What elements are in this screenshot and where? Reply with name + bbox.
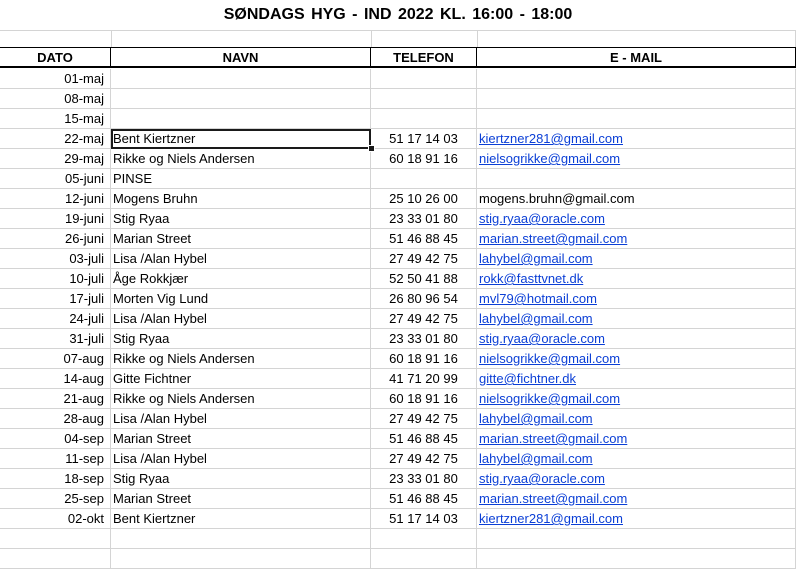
cell-email[interactable]: kiertzner281@gmail.com xyxy=(477,129,796,149)
table-row xyxy=(0,129,796,149)
blank-cell[interactable] xyxy=(0,30,112,47)
cell-email[interactable]: lahybel@gmail.com xyxy=(477,249,796,269)
cell-email[interactable]: lahybel@gmail.com xyxy=(477,409,796,429)
cell-email[interactable]: stig.ryaa@oracle.com xyxy=(477,209,796,229)
cell-telefon[interactable]: 51 17 14 03 xyxy=(371,129,477,149)
cell-dato[interactable]: 14-aug xyxy=(0,369,111,389)
cell-dato[interactable]: 24-juli xyxy=(0,309,111,329)
cell-dato[interactable]: 26-juni xyxy=(0,229,111,249)
table-row xyxy=(0,469,796,489)
table-row xyxy=(0,169,796,189)
cell-navn[interactable]: Bent Kiertzner xyxy=(111,509,371,529)
cell-navn[interactable]: Marian Street xyxy=(111,229,371,249)
cell-email[interactable]: marian.street@gmail.com xyxy=(477,489,796,509)
cell-email[interactable]: gitte@fichtner.dk xyxy=(477,369,796,389)
table-row xyxy=(0,309,796,329)
table-row xyxy=(0,369,796,389)
table-row xyxy=(0,549,796,569)
cell-email[interactable] xyxy=(477,549,796,569)
cell-dato[interactable]: 17-juli xyxy=(0,289,111,309)
cell-email[interactable]: nielsogrikke@gmail.com xyxy=(477,389,796,409)
header-navn[interactable]: NAVN xyxy=(111,48,371,68)
blank-row xyxy=(0,30,796,48)
cell-email[interactable]: stig.ryaa@oracle.com xyxy=(477,329,796,349)
header-row xyxy=(0,48,796,68)
table-row xyxy=(0,209,796,229)
table-row xyxy=(0,409,796,429)
cell-dato[interactable]: 19-juni xyxy=(0,209,111,229)
cell-navn[interactable]: Rikke og Niels Andersen xyxy=(111,349,371,369)
cell-dato[interactable]: 28-aug xyxy=(0,409,111,429)
cell-navn[interactable]: Stig Ryaa xyxy=(111,329,371,349)
cell-email[interactable]: nielsogrikke@gmail.com xyxy=(477,149,796,169)
cell-dato[interactable]: 03-juli xyxy=(0,249,111,269)
table-row xyxy=(0,389,796,409)
blank-cell[interactable] xyxy=(477,30,796,47)
cell-dato[interactable]: 29-maj xyxy=(0,149,111,169)
table-row xyxy=(0,429,796,449)
cell-navn[interactable]: Marian Street xyxy=(111,489,371,509)
cell-navn[interactable]: Gitte Fichtner xyxy=(111,369,371,389)
cell-email[interactable] xyxy=(477,109,796,129)
cell-dato[interactable]: 21-aug xyxy=(0,389,111,409)
table-row xyxy=(0,269,796,289)
cell-dato[interactable]: 04-sep xyxy=(0,429,111,449)
cell-navn[interactable] xyxy=(111,109,371,129)
cell-telefon[interactable]: 60 18 91 16 xyxy=(371,389,477,409)
cell-navn[interactable]: Bent Kiertzner xyxy=(111,129,371,149)
sheet-title[interactable]: SØNDAGS HYG - IND 2022 KL. 16:00 - 18:00 xyxy=(223,6,573,23)
cell-telefon[interactable] xyxy=(371,69,477,89)
cell-dato[interactable]: 05-juni xyxy=(0,169,111,189)
cell-navn[interactable] xyxy=(111,89,371,109)
cell-telefon[interactable]: 51 17 14 03 xyxy=(371,509,477,529)
cell-dato[interactable]: 02-okt xyxy=(0,509,111,529)
cell-navn[interactable] xyxy=(111,529,371,549)
table-row xyxy=(0,69,796,89)
cell-telefon[interactable]: 60 18 91 16 xyxy=(371,349,477,369)
cell-navn[interactable]: Lisa /Alan Hybel xyxy=(111,309,371,329)
cell-dato[interactable]: 12-juni xyxy=(0,189,111,209)
blank-cell[interactable] xyxy=(111,30,372,47)
cell-telefon[interactable] xyxy=(371,549,477,569)
cell-dato[interactable] xyxy=(0,549,111,569)
cell-telefon[interactable]: 25 10 26 00 xyxy=(371,189,477,209)
table-row xyxy=(0,229,796,249)
cell-navn[interactable] xyxy=(111,549,371,569)
cell-email[interactable]: marian.street@gmail.com xyxy=(477,429,796,449)
cell-telefon[interactable]: 41 71 20 99 xyxy=(371,369,477,389)
cell-dato[interactable]: 15-maj xyxy=(0,109,111,129)
cell-navn[interactable]: Lisa /Alan Hybel xyxy=(111,249,371,269)
cell-email[interactable] xyxy=(477,89,796,109)
cell-navn[interactable]: Stig Ryaa xyxy=(111,209,371,229)
table-row xyxy=(0,529,796,549)
cell-dato[interactable] xyxy=(0,529,111,549)
cell-telefon[interactable]: 23 33 01 80 xyxy=(371,209,477,229)
cell-dato[interactable]: 11-sep xyxy=(0,449,111,469)
cell-navn[interactable]: Lisa /Alan Hybel xyxy=(111,449,371,469)
cell-email[interactable]: nielsogrikke@gmail.com xyxy=(477,349,796,369)
fill-handle[interactable] xyxy=(368,145,375,152)
header-dato[interactable]: DATO xyxy=(0,48,111,68)
table-row xyxy=(0,489,796,509)
table-row xyxy=(0,509,796,529)
header-email[interactable]: E - MAIL xyxy=(477,48,796,68)
cell-dato[interactable]: 25-sep xyxy=(0,489,111,509)
table-row xyxy=(0,349,796,369)
cell-navn[interactable]: Morten Vig Lund xyxy=(111,289,371,309)
table-row xyxy=(0,329,796,349)
cell-dato[interactable]: 31-juli xyxy=(0,329,111,349)
cell-telefon[interactable]: 23 33 01 80 xyxy=(371,469,477,489)
header-telefon[interactable]: TELEFON xyxy=(371,48,477,68)
cell-telefon[interactable] xyxy=(371,89,477,109)
cell-telefon[interactable]: 23 33 01 80 xyxy=(371,329,477,349)
cell-telefon[interactable]: 26 80 96 54 xyxy=(371,289,477,309)
cell-navn[interactable]: Marian Street xyxy=(111,429,371,449)
cell-navn[interactable]: Rikke og Niels Andersen xyxy=(111,389,371,409)
cell-telefon[interactable] xyxy=(371,529,477,549)
cell-telefon[interactable] xyxy=(371,169,477,189)
cell-telefon[interactable]: 27 49 42 75 xyxy=(371,249,477,269)
table-row xyxy=(0,249,796,269)
cell-telefon[interactable]: 51 46 88 45 xyxy=(371,229,477,249)
cell-navn[interactable]: Lisa /Alan Hybel xyxy=(111,409,371,429)
cell-dato[interactable]: 07-aug xyxy=(0,349,111,369)
table-row xyxy=(0,109,796,129)
cell-email[interactable]: stig.ryaa@oracle.com xyxy=(477,469,796,489)
cell-telefon[interactable]: 60 18 91 16 xyxy=(371,149,477,169)
cell-telefon[interactable]: 27 49 42 75 xyxy=(371,449,477,469)
table-row xyxy=(0,449,796,469)
cell-email[interactable] xyxy=(477,169,796,189)
cell-email[interactable]: lahybel@gmail.com xyxy=(477,449,796,469)
cell-telefon[interactable]: 27 49 42 75 xyxy=(371,409,477,429)
cell-telefon[interactable]: 51 46 88 45 xyxy=(371,489,477,509)
table-row xyxy=(0,289,796,309)
blank-cell[interactable] xyxy=(371,30,478,47)
cell-dato[interactable]: 08-maj xyxy=(0,89,111,109)
cell-dato[interactable]: 01-maj xyxy=(0,69,111,89)
table-row xyxy=(0,149,796,169)
cell-email[interactable] xyxy=(477,529,796,549)
cell-email[interactable]: rokk@fasttvnet.dk xyxy=(477,269,796,289)
cell-navn[interactable]: PINSE xyxy=(111,169,371,189)
cell-navn[interactable]: Mogens Bruhn xyxy=(111,189,371,209)
cell-dato[interactable]: 18-sep xyxy=(0,469,111,489)
cell-email[interactable]: marian.street@gmail.com xyxy=(477,229,796,249)
title-row xyxy=(0,0,796,31)
cell-dato[interactable]: 10-juli xyxy=(0,269,111,289)
cell-telefon[interactable] xyxy=(371,109,477,129)
cell-dato[interactable]: 22-maj xyxy=(0,129,111,149)
cell-email[interactable]: mvl79@hotmail.com xyxy=(477,289,796,309)
table-row xyxy=(0,89,796,109)
cell-email[interactable]: lahybel@gmail.com xyxy=(477,309,796,329)
cell-navn[interactable]: Rikke og Niels Andersen xyxy=(111,149,371,169)
cell-email[interactable]: kiertzner281@gmail.com xyxy=(477,509,796,529)
table-row xyxy=(0,189,796,209)
cell-navn[interactable] xyxy=(111,69,371,89)
cell-navn[interactable]: Stig Ryaa xyxy=(111,469,371,489)
cell-navn[interactable]: Åge Rokkjær xyxy=(111,269,371,289)
cell-email[interactable]: mogens.bruhn@gmail.com xyxy=(477,189,796,209)
cell-telefon[interactable]: 27 49 42 75 xyxy=(371,309,477,329)
cell-email[interactable] xyxy=(477,69,796,89)
cell-telefon[interactable]: 51 46 88 45 xyxy=(371,429,477,449)
cell-telefon[interactable]: 52 50 41 88 xyxy=(371,269,477,289)
